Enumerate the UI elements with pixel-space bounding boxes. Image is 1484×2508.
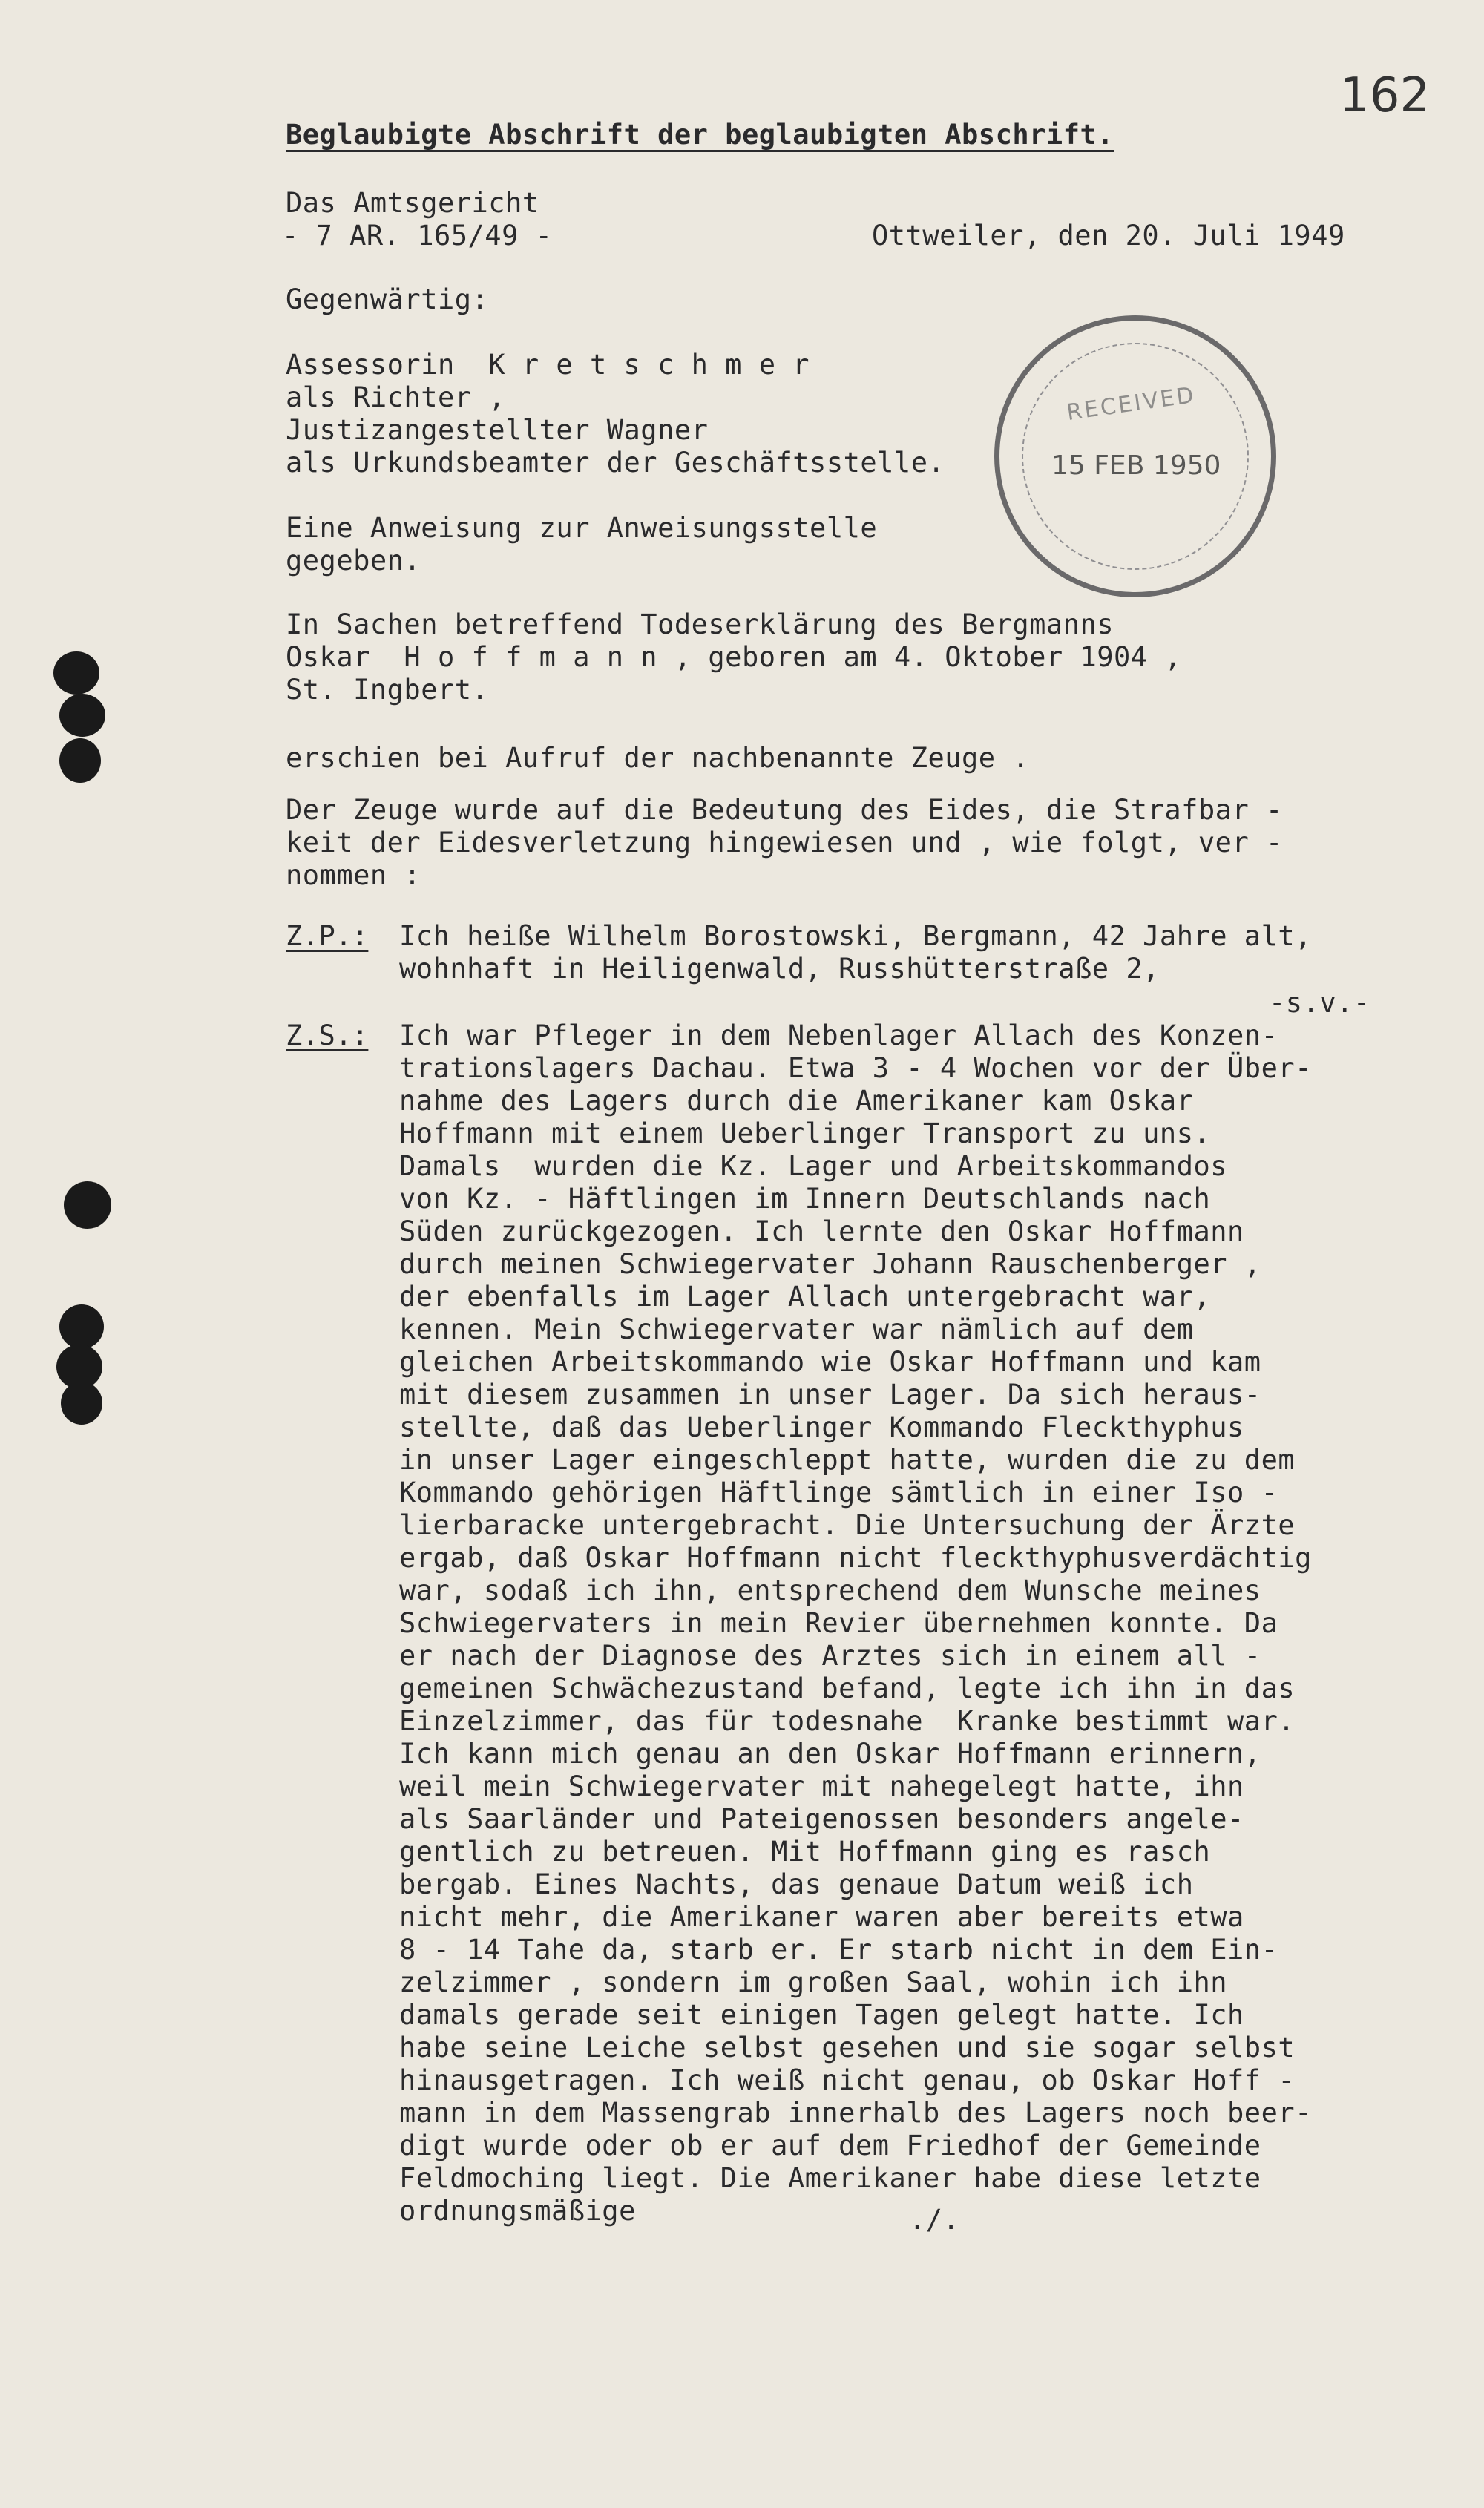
instruction-text: Eine Anweisung zur Anweisungsstelle gegeben. xyxy=(286,512,878,577)
zs-label: Z.S.: xyxy=(286,1020,369,1051)
stamp-received-text: RECEIVED xyxy=(1065,381,1198,427)
punch-hole xyxy=(53,651,99,695)
punch-hole xyxy=(59,738,101,783)
punch-hole xyxy=(59,1304,104,1349)
punch-hole xyxy=(64,1181,111,1229)
zp-text: Ich heiße Wilhelm Borostowski, Bergmann, 42 Jahre alt, wohnhaft in Heiligenwald, Russhütterstraße 2, xyxy=(399,920,1312,985)
document-title: Beglaubigte Abschrift der beglaubigten Abschrift. xyxy=(286,119,1114,151)
zp-label: Z.P.: xyxy=(286,920,369,952)
continuation-mark: ./. xyxy=(909,2204,960,2236)
officials-block: Assessorin K r e t s c h m e r als Richter , Justizangestellter Wagner als Urkundsbeamter der Geschäftsstelle. xyxy=(286,349,945,479)
page-number: 162 xyxy=(1339,68,1431,123)
case-reference: - 7 AR. 165/49 - xyxy=(282,220,553,252)
court-name: Das Amtsgericht xyxy=(286,187,539,219)
case-description: In Sachen betreffend Todeserklärung des Bergmanns Oskar H o f f m a n n , geboren am 4. Oktober 1904 , St. Ingbert. xyxy=(286,608,1182,706)
oath-notice: Der Zeuge wurde auf die Bedeutung des Eides, die Strafbar - keit der Eidesverletzung hingewiesen und , wie folgt, ver - nommen : xyxy=(286,794,1283,891)
received-stamp xyxy=(994,315,1276,597)
place-date: Ottweiler, den 20. Juli 1949 xyxy=(872,220,1345,252)
punch-hole xyxy=(59,694,105,737)
sv-mark: -s.v.- xyxy=(1269,987,1370,1019)
appearance-text: erschien bei Aufruf der nachbenannte Zeuge . xyxy=(286,742,1030,774)
testimony-text: Ich war Pfleger in dem Nebenlager Allach des Konzen- trationslagers Dachau. Etwa 3 - 4 Wochen vor der Über- nahme des Lagers durch die Amerikaner kam Oskar Hoffmann mit einem Ueberlinger Transport zu uns. Damals wurden die Kz. Lager und Arbeitskommandos von Kz. - Häftlingen im Innern Deutschlands nach Süden zurückgezogen. Ich lernte den Oskar Hoffmann durch meinen Schwiegervater Johann Rauschenberger , der ebenfalls im Lager Allach untergebracht war, kennen. Mein Schwiegervater war nämlich auf dem gleichen Arbeitskommando wie Oskar Hoffmann und kam mit diesem zusammen in unser Lager. Da sich heraus- stellte, daß das Ueberlinger Kommando Fleckthyphus in unser Lager eingeschleppt hatte, wurden die zu dem Kommando gehörigen Häftlinge sämtlich in einer Iso - lierbaracke untergebracht. Die Untersuchung der Ärzte ergab, daß Oskar Hoffmann nicht fleckthyphusverdächtig war, sodaß ich ihn, entsprechend dem Wunsche meines Schwiegervaters in mein Revier übernehmen konnte. Da er nach der Diagnose des Arztes sich in einem all - gemeinen Schwächezustand befand, legte ich ihn in das Einzelzimmer, das für todesnahe Kranke bestimmt war. Ich kann mich genau an den Oskar Hoffmann erinnern, weil mein Schwiegervater mit nahegelegt hatte, ihn als Saarländer und Pateigenossen besonders angele- gentlich zu betreuen. Mit Hoffmann ging es rasch bergab. Eines Nachts, das genaue Datum weiß ich nicht mehr, die Amerikaner waren aber bereits etwa 8 - 14 Tahe da, starb er. Er starb nicht in dem Ein- zelzimmer , sondern im großen Saal, wohin ich ihn damals gerade seit einigen Tagen gelegt hatte. Ich habe seine Leiche selbst gesehen und sie sogar selbst hinausgetragen. Ich weiß nicht genau, ob Oskar Hoff - mann in dem Massengrab innerhalb des Lagers noch beer- digt wurde oder ob er auf dem Friedhof der Gemeinde Feldmoching liegt. Die Amerikaner habe diese letzte ordnungsmäßige xyxy=(399,1020,1312,2227)
punch-hole xyxy=(61,1382,102,1425)
present-label: Gegenwärtig: xyxy=(286,283,489,315)
stamp-date: 15 FEB 1950 xyxy=(1051,450,1221,481)
